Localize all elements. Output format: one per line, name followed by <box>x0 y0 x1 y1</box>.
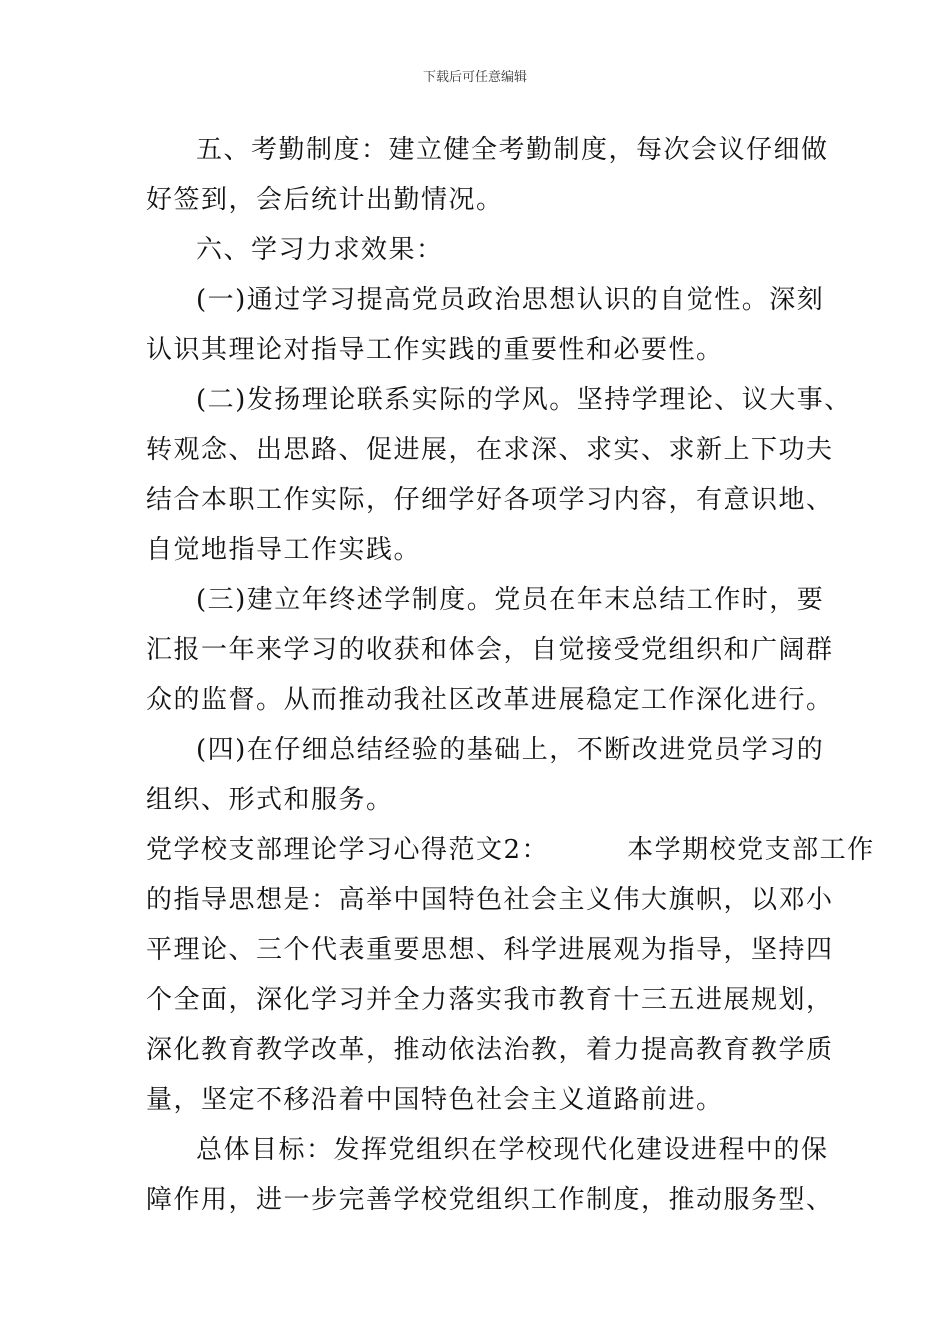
text-line: 总体目标：发挥党组织在学校现代化建设进程中的保 <box>196 1135 829 1165</box>
text-line: 五、考勤制度：建立健全考勤制度，每次会议仔细做 <box>196 135 829 165</box>
text-line: (二)发扬理论联系实际的学风。坚持学理论、议大事、 <box>196 385 852 415</box>
text-line: 众的监督。从而推动我社区改革进展稳定工作深化进行。 <box>146 685 834 715</box>
text-line: 好签到，会后统计出勤情况。 <box>146 185 504 215</box>
text-line: 的指导思想是：高举中国特色社会主义伟大旗帜，以邓小 <box>146 885 834 915</box>
text-line: 六、学习力求效果： <box>196 235 444 265</box>
text-line: 认识其理论对指导工作实践的重要性和必要性。 <box>146 335 724 365</box>
text-line: 深化教育教学改革，推动依法治教，着力提高教育教学质 <box>146 1035 834 1065</box>
text-line: 平理论、三个代表重要思想、科学进展观为指导，坚持四 <box>146 935 834 965</box>
text-line: 自觉地指导工作实践。 <box>146 535 422 565</box>
text-line: (四)在仔细总结经验的基础上，不断改进党员学习的 <box>196 735 825 765</box>
page-header: 下载后可任意编辑 <box>422 70 527 85</box>
text-line: 量，坚定不移沿着中国特色社会主义道路前进。 <box>146 1085 724 1115</box>
text-line: 组织、形式和服务。 <box>146 785 394 815</box>
text-line: 结合本职工作实际，仔细学好各项学习内容，有意识地、 <box>146 485 834 515</box>
text-line: 汇报一年来学习的收获和体会，自觉接受党组织和广阔群 <box>146 635 834 665</box>
text-line: (一)通过学习提高党员政治思想认识的自觉性。深刻 <box>196 285 825 315</box>
text-line: 个全面，深化学习并全力落实我市教育十三五进展规划， <box>146 985 834 1015</box>
text-line: 障作用，进一步完善学校党组织工作制度，推动服务型、 <box>146 1185 834 1215</box>
text-line: (三)建立年终述学制度。党员在年末总结工作时，要 <box>196 585 825 615</box>
text-line: 党学校支部理论学习心得范文2： 本学期校党支部工作 <box>146 835 875 865</box>
text-line: 转观念、出思路、促进展，在求深、求实、求新上下功夫 <box>146 435 834 465</box>
